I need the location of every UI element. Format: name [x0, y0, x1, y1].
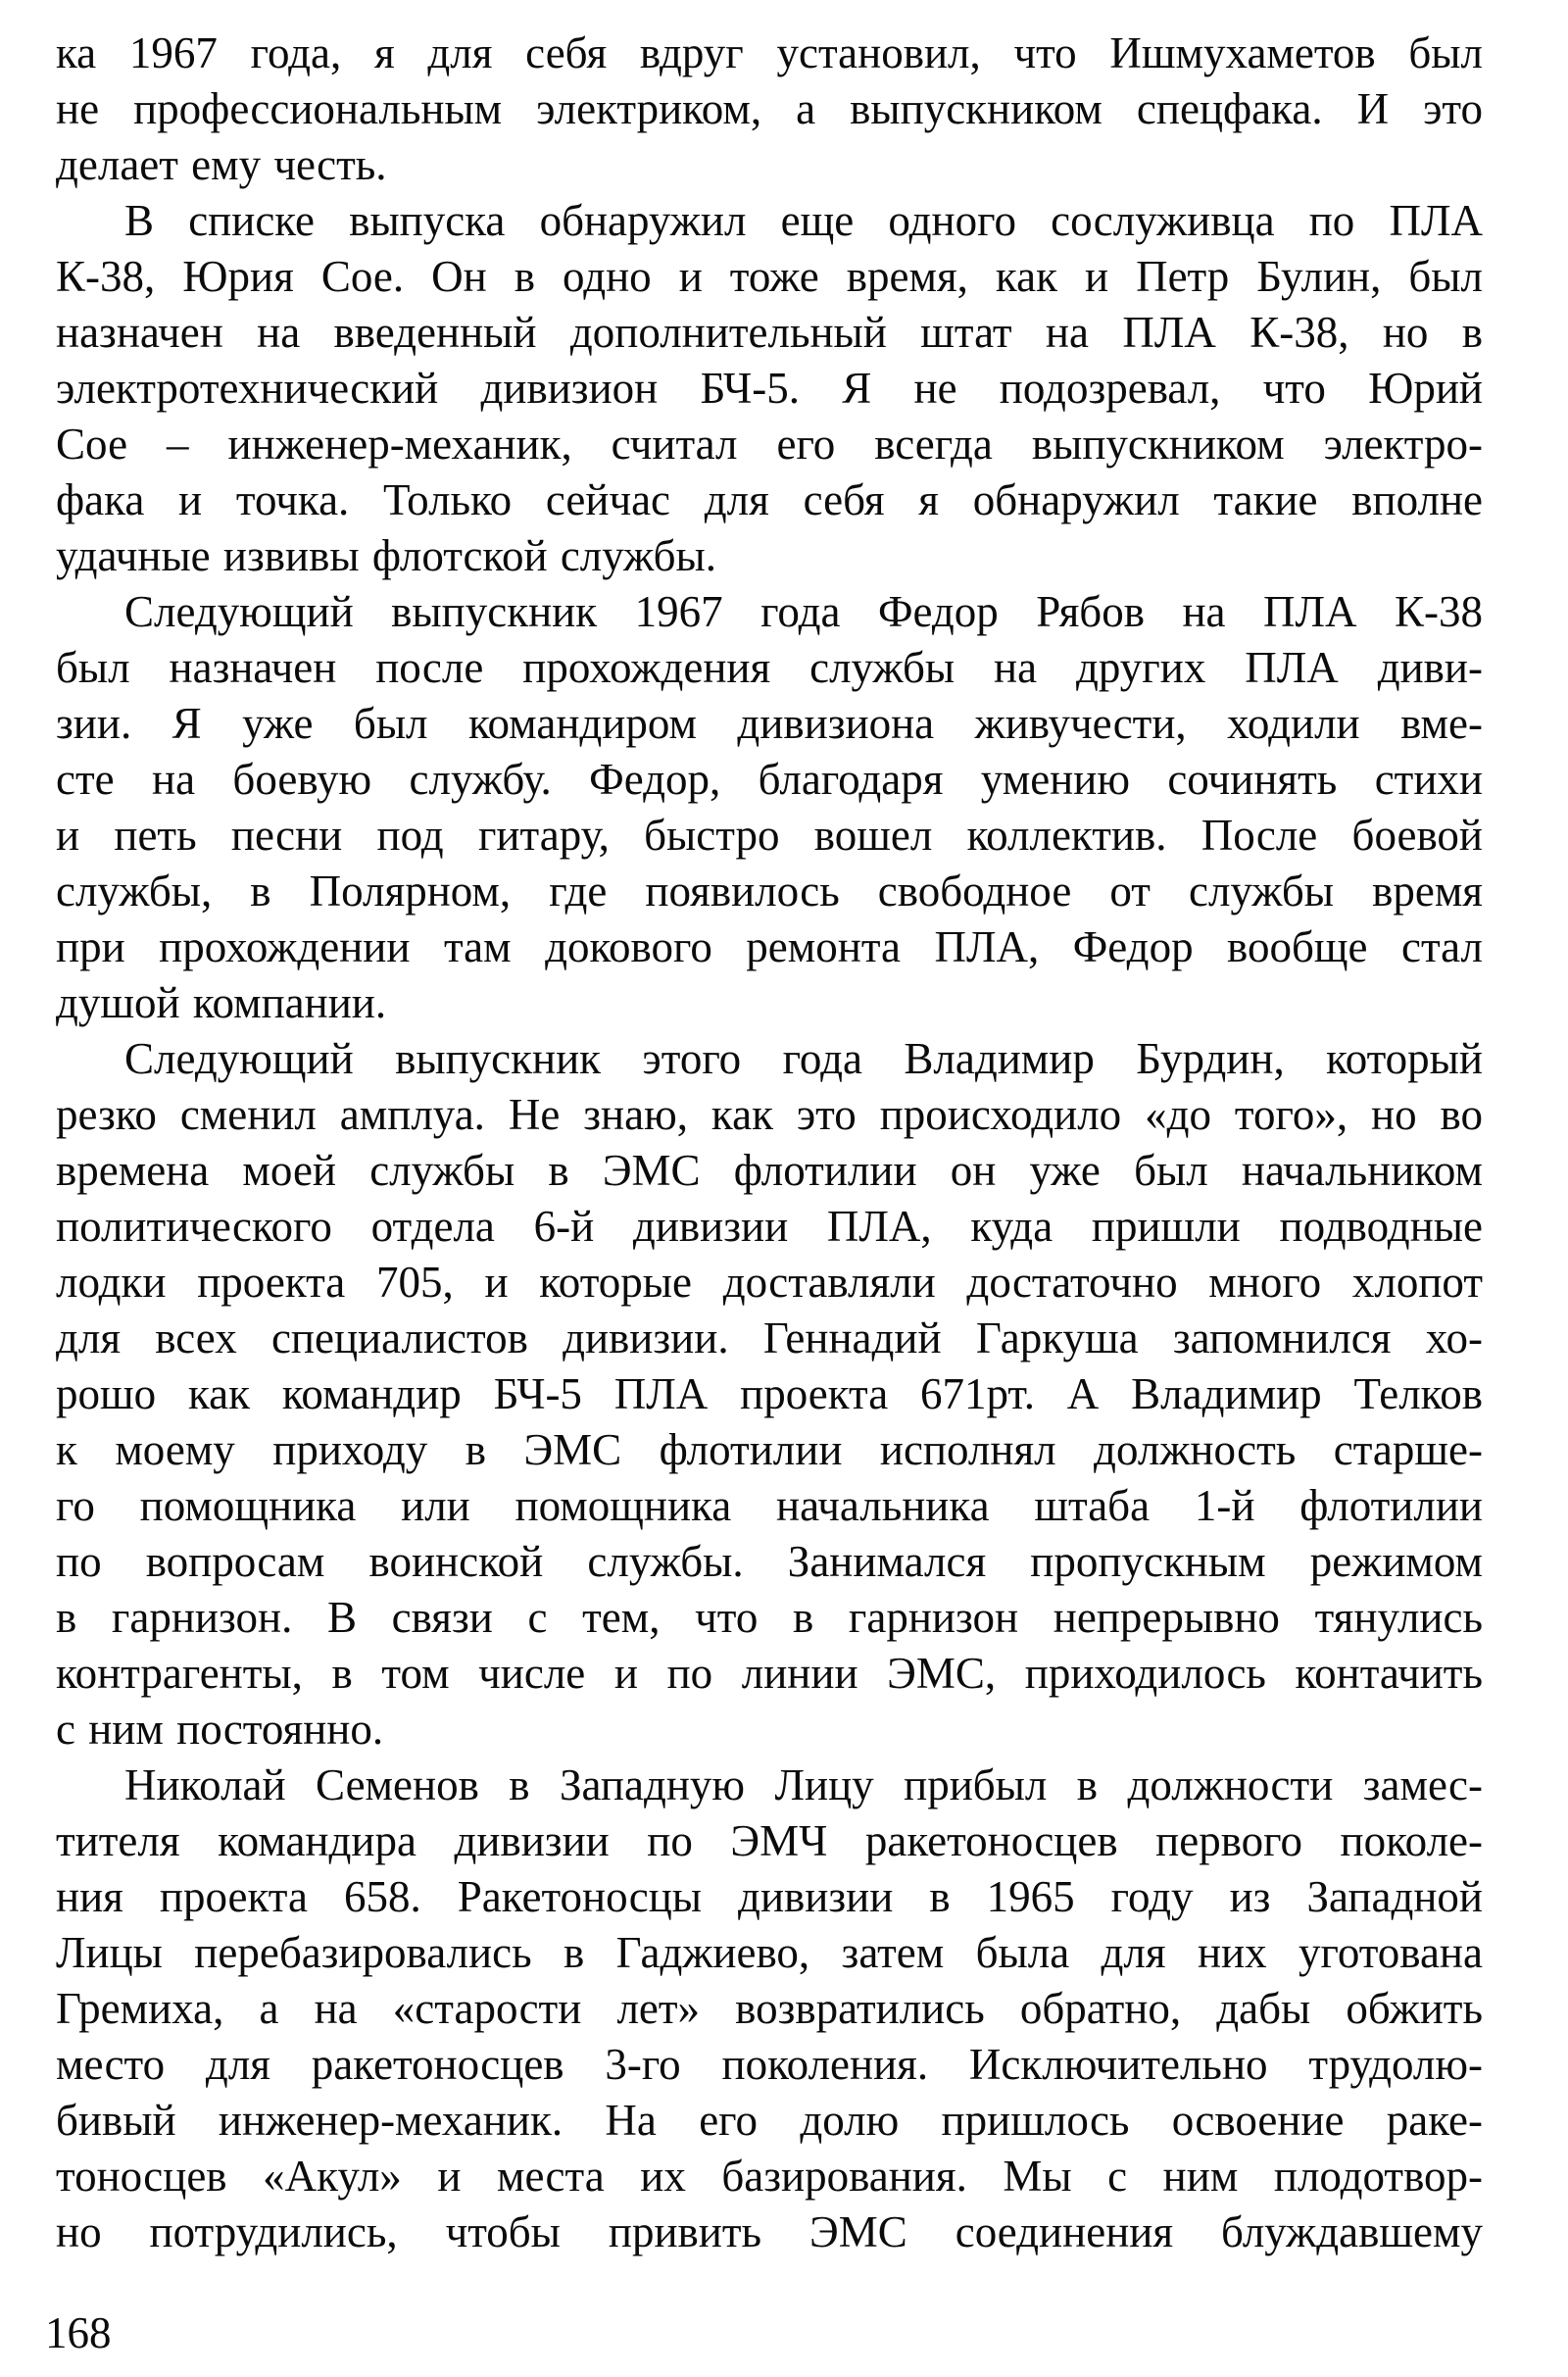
text-line: делает ему честь.	[56, 140, 387, 189]
text-line: и петь песни под гитару, быстро вошел коллектив. После боевой	[56, 811, 1483, 860]
text-line: Следующий выпускник этого года Владимир Бурдин, который	[124, 1034, 1483, 1083]
text-column	[56, 25, 1483, 2260]
text-line: Гремиха, а на «старости лет» возвратились обратно, дабы обжить	[56, 1984, 1483, 2033]
text-line: назначен на введенный дополнительный штат на ПЛА К-38, но в	[56, 308, 1483, 357]
text-line: место для ракетоносцев 3-го поколения. Исключительно трудолю-	[56, 2040, 1483, 2089]
text-line: Николай Семенов в Западную Лицу прибыл в должности замес-	[124, 1760, 1483, 1809]
paragraph-spisok-vypuska	[56, 193, 1483, 584]
text-line: лодки проекта 705, и которые доставляли достаточно много хлопот	[56, 1258, 1483, 1307]
text-line: к моему приходу в ЭМС флотилии исполнял должность старше-	[56, 1425, 1483, 1474]
text-line: не профессиональным электриком, а выпускником спецфака. И это	[56, 84, 1483, 133]
text-line: тителя командира дивизии по ЭМЧ ракетоносцев первого поколе-	[56, 1816, 1483, 1865]
text-line: зии. Я уже был командиром дивизиона живучести, ходили вме-	[56, 699, 1483, 748]
text-line: удачные извивы флотской службы.	[56, 531, 717, 580]
page-number: 168	[45, 2308, 112, 2357]
text-line: для всех специалистов дивизии. Геннадий Гаркуша запомнился хо-	[56, 1313, 1483, 1362]
text-line: ка 1967 года, я для себя вдруг установил, что Ишмухаметов был	[56, 28, 1483, 77]
text-line: К-38, Юрия Сое. Он в одно и тоже время, как и Петр Булин, был	[56, 252, 1483, 301]
paragraph-nikolay-semenov	[56, 1758, 1483, 2260]
text-line: в гарнизон. В связи с тем, что в гарнизон непрерывно тянулись	[56, 1593, 1483, 1642]
paragraph-fedor-ryabov	[56, 584, 1483, 1031]
text-line: контрагенты, в том числе и по линии ЭМС, приходилось контачить	[56, 1649, 1483, 1698]
text-line: тоносцев «Акул» и места их базирования. Мы с ним плодотвор-	[56, 2152, 1483, 2201]
text-line: Следующий выпускник 1967 года Федор Рябов на ПЛА К-38	[124, 587, 1483, 636]
text-line: душой компании.	[56, 978, 387, 1027]
text-line: был назначен после прохождения службы на других ПЛА диви-	[56, 643, 1483, 692]
paragraph-continuation	[56, 25, 1483, 193]
paragraph-vladimir-burdin	[56, 1031, 1483, 1758]
text-line: электротехнический дивизион БЧ-5. Я не подозревал, что Юрий	[56, 364, 1483, 413]
text-line: но потрудились, чтобы привить ЭМС соединения блуждавшему	[56, 2207, 1483, 2256]
text-line: времена моей службы в ЭМС флотилии он уже был начальником	[56, 1146, 1483, 1195]
text-line: фака и точка. Только сейчас для себя я обнаружил такие вполне	[56, 475, 1483, 524]
text-line: Лицы перебазировались в Гаджиево, затем была для них уготована	[56, 1928, 1483, 1977]
text-line: го помощника или помощника начальника штаба 1-й флотилии	[56, 1481, 1483, 1530]
text-line: при прохождении там докового ремонта ПЛА, Федор вообще стал	[56, 922, 1483, 971]
text-line: политического отдела 6-й дивизии ПЛА, куда пришли подводные	[56, 1202, 1483, 1251]
text-line: бивый инженер-механик. На его долю пришлось освоение раке-	[56, 2096, 1483, 2145]
text-line: по вопросам воинской службы. Занимался пропускным режимом	[56, 1537, 1483, 1586]
text-line: ния проекта 658. Ракетоносцы дивизии в 1965 году из Западной	[56, 1872, 1483, 1921]
text-line: В списке выпуска обнаружил еще одного сослуживца по ПЛА	[124, 196, 1483, 245]
text-line: сте на боевую службу. Федор, благодаря умению сочинять стихи	[56, 755, 1483, 804]
text-line: с ним постоянно.	[56, 1705, 384, 1754]
text-line: Сое – инженер-механик, считал его всегда выпускником электро-	[56, 420, 1483, 469]
text-line: рошо как командир БЧ-5 ПЛА проекта 671рт. А Владимир Телков	[56, 1369, 1483, 1418]
text-line: службы, в Полярном, где появилось свободное от службы время	[56, 867, 1483, 916]
text-line: резко сменил амплуа. Не знаю, как это происходило «до того», но во	[56, 1090, 1483, 1139]
